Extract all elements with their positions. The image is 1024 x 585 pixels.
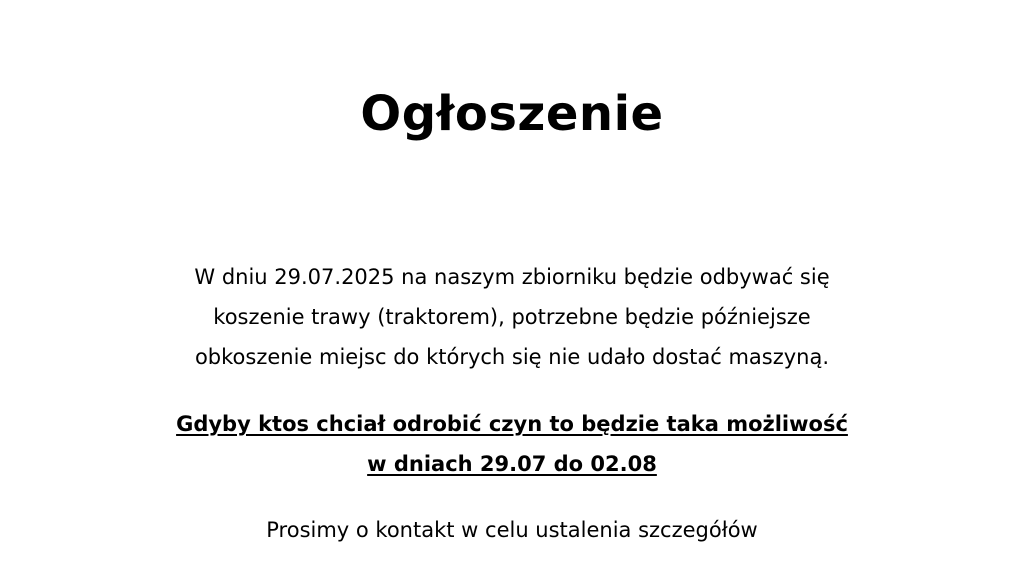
- body-line: W dniu 29.07.2025 na naszym zbiorniku będzie odbywać się: [194, 265, 830, 289]
- contact-request: [0, 510, 1024, 550]
- notice-line: [0, 444, 1024, 484]
- body-line: koszenie trawy (traktorem), potrzebne będzie późniejsze: [213, 305, 811, 329]
- body-line: obkoszenie miejsc do których się nie udało dostać maszyną.: [194, 345, 830, 369]
- notice-line-text: w dniach 29.07 do 02.08: [367, 452, 657, 476]
- contact-line: Prosimy o kontakt w celu ustalenia szczegółów: [266, 518, 758, 542]
- notice-line-text: Gdyby ktos chciał odrobić czyn to będzie taka możliwość: [176, 412, 848, 436]
- notice-line: [0, 404, 1024, 444]
- announcement-body: [0, 257, 1024, 377]
- announcement-title: Ogłoszenie: [360, 86, 664, 142]
- volunteer-notice: [0, 404, 1024, 484]
